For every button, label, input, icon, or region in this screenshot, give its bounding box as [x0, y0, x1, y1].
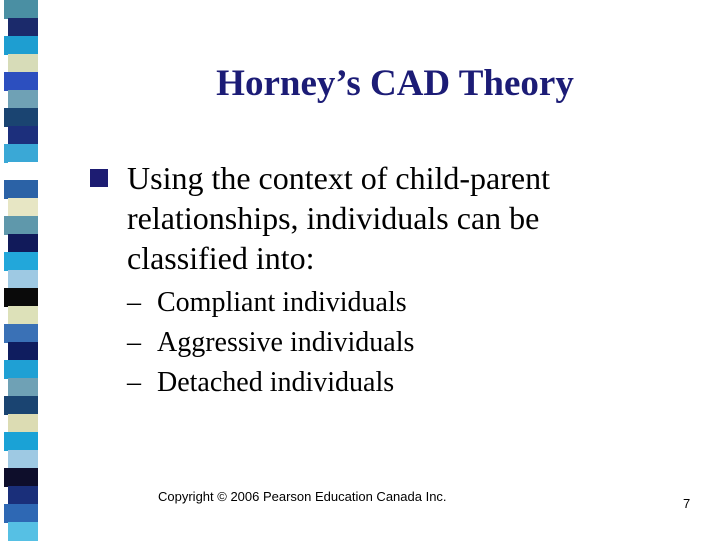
sub-bullet-text: Detached individuals: [157, 367, 395, 398]
stripe-block: [8, 18, 38, 37]
stripe-block: [4, 180, 38, 199]
stripe-block: [4, 144, 38, 163]
square-bullet-icon: [90, 169, 108, 187]
stripe-block: [8, 90, 38, 109]
stripe-block: [4, 288, 38, 307]
stripe-block: [8, 486, 38, 505]
stripe-block: [8, 342, 38, 361]
stripe-block: [4, 216, 38, 235]
sub-bullet-text: Compliant individuals: [157, 287, 407, 318]
stripe-block: [4, 468, 38, 487]
dash-marker: –: [127, 327, 141, 358]
stripe-block: [4, 108, 38, 127]
page-number: 7: [683, 496, 691, 511]
stripe-block: [8, 522, 38, 541]
stripe-block: [8, 414, 38, 433]
stripe-block: [8, 378, 38, 397]
bullet-text: Using the context of child-parent relationships, individuals can be classified into:: [127, 160, 550, 276]
stripe-block: [4, 36, 38, 55]
copyright-footer: Copyright © 2006 Pearson Education Canada Inc.: [158, 489, 447, 504]
stripe-block: [4, 0, 38, 19]
slide-title: Horney’s CAD Theory: [216, 63, 574, 104]
stripe-block: [8, 162, 38, 181]
stripe-block: [8, 306, 38, 325]
stripe-block: [8, 126, 38, 145]
decorative-stripe: [0, 0, 50, 540]
dash-marker: –: [127, 287, 141, 318]
sub-bullet-text: Aggressive individuals: [157, 327, 415, 358]
stripe-block: [4, 432, 38, 451]
stripe-block: [4, 72, 38, 91]
sub-bullet-list: [127, 283, 414, 403]
stripe-block: [4, 324, 38, 343]
stripe-block: [4, 360, 38, 379]
dash-marker: –: [127, 367, 141, 398]
stripe-block: [4, 396, 38, 415]
bullet-item: [90, 158, 650, 278]
sub-bullet-item: [127, 283, 414, 323]
stripe-block: [8, 450, 38, 469]
sub-bullet-item: [127, 363, 414, 403]
stripe-block: [4, 252, 38, 271]
stripe-block: [8, 234, 38, 253]
sub-bullet-item: [127, 323, 414, 363]
stripe-block: [8, 54, 38, 73]
stripe-block: [4, 504, 38, 523]
stripe-block: [8, 270, 38, 289]
stripe-block: [8, 198, 38, 217]
